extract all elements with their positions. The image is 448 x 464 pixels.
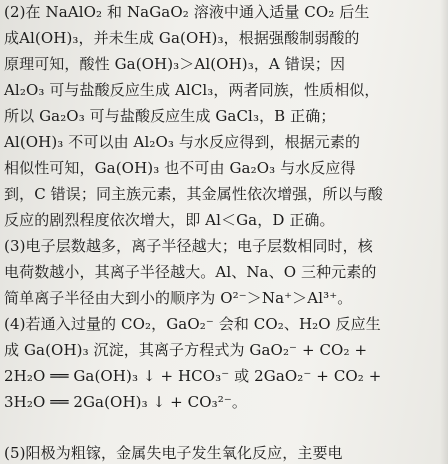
text-line-7: 相似性可知，Ga(OH)₃ 也不可由 Ga₂O₃ 与水反应得 [4,159,356,177]
text-line-4: Al₂O₃ 可与盐酸反应生成 AlCl₃，两者同族，性质相似， [4,81,380,99]
text-line-5: 所以 Ga₂O₃ 可与盐酸反应生成 GaCl₃，B 正确； [4,107,336,125]
text-line-8: 到，C 错误；同主族元素，其金属性依次增强，所以与酸 [4,185,383,203]
text-line-17: (5)阳极为粗镓，金属失电子发生氧化反应，主要电 [4,444,343,462]
text-line-1: (2)在 NaAlO₂ 和 NaGaO₂ 溶液中通入适量 CO₂ 后生 [4,3,370,21]
text-line-13: (4)若通入过量的 CO₂，GaO₂⁻ 会和 CO₂、H₂O 反应生 [4,315,381,333]
text-line-11: 电荷数越小，其离子半径越大。Al、Na、O 三种元素的 [4,263,377,281]
page-edge-shadow [440,0,448,464]
text-line-2: 成Al(OH)₃，并未生成 Ga(OH)₃，根据强酸制弱酸的 [4,29,360,47]
text-line-16: 3H₂O ══ 2Ga(OH)₃ ↓ + CO₃²⁻。 [4,393,247,411]
text-line-10: (3)电子层数越多，离子半径越大；电子层数相同时，核 [4,237,373,255]
text-line-12: 简单离子半径由大到小的顺序为 O²⁻＞Na⁺＞Al³⁺。 [4,289,353,307]
text-line-3: 原理可知，酸性 Ga(OH)₃＞Al(OH)₃，A 错误；因 [4,55,346,73]
text-line-6: Al(OH)₃ 不可以由 Al₂O₃ 与水反应得到，根据元素的 [4,133,361,151]
clipped-bottom-line [4,442,444,464]
text-line-15: 2H₂O ══ Ga(OH)₃ ↓ + HCO₃⁻ 或 2GaO₂⁻ + CO₂ + [4,367,382,385]
text-line-14: 成 Ga(OH)₃ 沉淀，其离子方程式为 GaO₂⁻ + CO₂ + [4,341,368,359]
text-line-9: 反应的剧烈程度依次增大，即 Al＜Ga，D 正确。 [4,211,335,229]
